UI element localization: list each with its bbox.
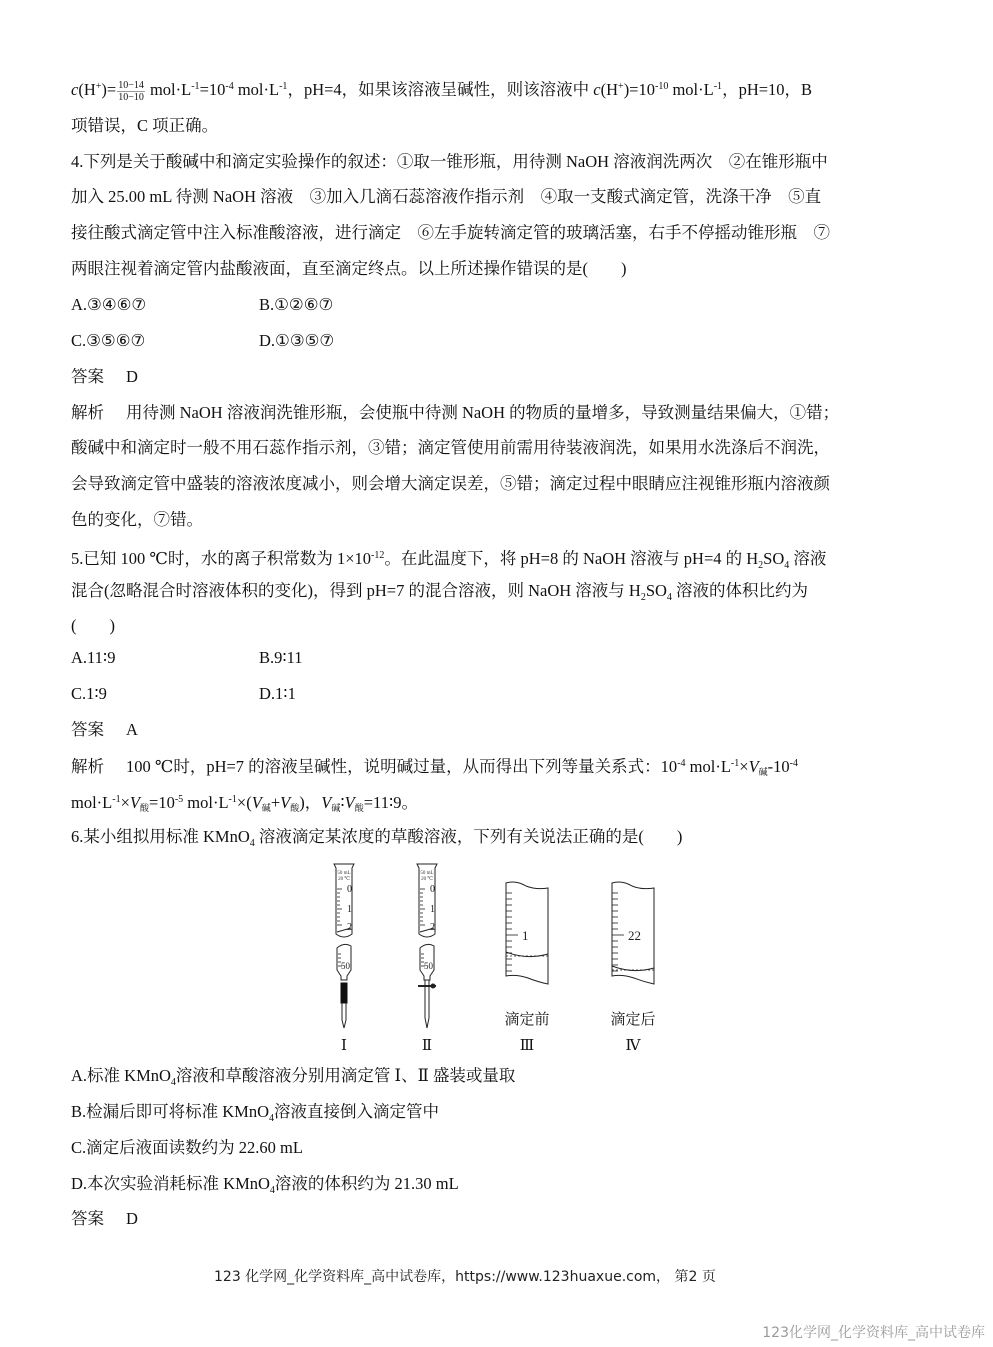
text: V — [129, 793, 140, 812]
fraction-denominator: 10−10 — [118, 91, 144, 103]
text: B.检漏后即可将标准 KMnO — [71, 1102, 270, 1121]
caption-before: 滴定前 — [504, 1012, 550, 1028]
superscript: -1 — [713, 81, 723, 92]
text: V — [251, 793, 262, 812]
q5-stem-line-3: ( ) — [71, 616, 115, 635]
text: 溶液的体积比约为 — [671, 581, 809, 600]
superscript: -1 — [279, 81, 288, 92]
burette-ii-mark-0: 0 — [430, 884, 435, 895]
q6-option-c: C.滴定后液面读数约为 22.60 mL — [71, 1138, 303, 1157]
subscript: 碱 — [758, 767, 768, 777]
q5-stem-line-2 — [71, 580, 808, 609]
text: × — [739, 757, 749, 776]
fraction-numerator: 10−14 — [118, 79, 144, 91]
superscript: -1 — [191, 81, 200, 92]
q6-stem — [71, 826, 682, 855]
q5-answer — [71, 719, 138, 741]
q4-analysis-line-3: 会导致滴定管中盛装的溶液浓度减小，则会增大滴定误差，⑤错；滴定过程中眼睛应注视锥形瓶内溶液颜 — [71, 474, 830, 493]
text: )= — [101, 80, 117, 99]
text: c — [593, 80, 601, 99]
answer-label: 答案 — [71, 720, 104, 739]
q5-option-d: D.1∶1 — [259, 684, 296, 703]
text: mol·L — [668, 80, 714, 99]
subscript: 4 — [784, 560, 790, 571]
q4-stem-line-2: 加入 25.00 mL 待测 NaOH 溶液 ③加入几滴石蕊溶液作指示剂 ④取一支酸式滴定管，洗涤干净 ⑤直 — [71, 187, 822, 206]
superscript: -1 — [730, 758, 740, 769]
subscript: 4 — [269, 1185, 275, 1196]
text: (H — [600, 80, 619, 99]
subscript: 酸 — [290, 803, 300, 813]
text: mol·L — [71, 793, 113, 812]
q4-option-c: C.③⑤⑥⑦ — [71, 331, 146, 350]
burette-i-mark-50: 50 — [341, 961, 350, 971]
superscript: -5 — [174, 794, 184, 805]
text: mol·L — [183, 793, 229, 812]
fraction — [117, 80, 145, 103]
text: D.本次实验消耗标准 KMnO — [71, 1174, 270, 1193]
burette-ii-temperature: 20 ℃ — [421, 877, 433, 882]
label-i: Ⅰ — [341, 1038, 347, 1054]
superscript: -12 — [371, 550, 385, 561]
watermark: 123化学网_化学资料库_高中试卷库 — [762, 1325, 985, 1341]
q5-stem-line-1 — [71, 545, 826, 577]
subscript: 4 — [269, 1113, 275, 1124]
page-footer: 123 化学网_化学资料库_高中试卷库，https://www.123huaxue.com， 第2 页 — [214, 1269, 716, 1285]
subscript: 碱 — [261, 803, 271, 813]
q5-option-b: B.9∶11 — [259, 648, 303, 667]
text: 混合(忽略混合时溶液体积的变化)，得到 pH=7 的混合溶液，则 NaOH 溶液与 H — [71, 581, 641, 600]
q4-stem-line-3: 接往酸式滴定管中注入标准酸溶液，进行滴定 ⑥左手旋转滴定管的玻璃活塞，右手不停摇动锥形瓶 ⑦ — [71, 223, 830, 242]
text: 100 ℃时，pH=7 的溶液呈碱性，说明碱过量，从而得出下列等量关系式：10 — [126, 757, 678, 776]
text: A.标准 KMnO — [71, 1066, 171, 1085]
text: (H — [78, 80, 96, 99]
burette-i-mark-1: 1 — [347, 904, 352, 915]
text: -10 — [767, 757, 790, 776]
text: 溶液 — [789, 549, 827, 568]
subscript: 2 — [758, 560, 764, 571]
superscript: + — [618, 81, 624, 92]
text: 溶液和草酸溶液分别用滴定管 Ⅰ、Ⅱ 盛装或量取 — [175, 1066, 516, 1085]
q5-option-c: C.1∶9 — [71, 684, 107, 703]
text: )=10 — [623, 80, 655, 99]
subscript: 4 — [170, 1077, 176, 1088]
text: 溶液直接倒入滴定管中 — [274, 1102, 440, 1121]
analysis-label: 解析 — [71, 757, 104, 776]
text: V — [748, 757, 759, 776]
reading-before-mark: 1 — [522, 928, 529, 943]
text: SO — [645, 581, 667, 600]
text: SO — [763, 549, 785, 568]
subscript: 2 — [640, 592, 646, 603]
q5-analysis-line-2 — [71, 789, 418, 819]
text: =10 — [149, 793, 175, 812]
q5-analysis-line-1 — [71, 753, 798, 783]
burette-ii-capacity: 50 mL — [420, 871, 434, 876]
q6-answer — [71, 1208, 138, 1230]
superscript: -4 — [789, 758, 799, 769]
text: 。在此温度下，将 pH=8 的 NaOH 溶液与 pH=4 的 H — [384, 549, 759, 568]
text: mol·L — [233, 80, 280, 99]
subscript: 4 — [249, 838, 255, 849]
text: )， — [299, 793, 322, 812]
q4-option-d: D.①③⑤⑦ — [259, 331, 335, 350]
q4-answer — [71, 366, 138, 388]
burette-i-temperature: 20 ℃ — [338, 877, 350, 882]
answer-value: A — [126, 720, 138, 739]
text: V — [321, 793, 332, 812]
caption-after: 滴定后 — [610, 1012, 656, 1028]
burette-ii-mark-2: 2 — [430, 922, 435, 933]
prev-explanation-line-1 — [71, 76, 812, 103]
text: 用待测 NaOH 溶液润洗锥形瓶，会使瓶中待测 NaOH 的物质的量增多，导致测量结果偏大，①错； — [126, 403, 840, 422]
q6-option-b — [71, 1101, 439, 1130]
text: ×( — [236, 793, 252, 812]
q4-analysis-line-1 — [71, 402, 839, 424]
q4-analysis-line-4: 色的变化，⑦错。 — [71, 510, 203, 529]
superscript: -1 — [228, 794, 237, 805]
q6-option-a — [71, 1065, 515, 1094]
text: ∶ — [340, 793, 345, 812]
text: × — [120, 793, 130, 812]
text: 溶液的体积约为 21.30 mL — [274, 1174, 459, 1193]
superscript: -4 — [677, 758, 686, 769]
text: =11∶9。 — [363, 793, 418, 812]
reading-after-mark: 22 — [628, 928, 641, 943]
burette-ii-mark-50: 50 — [424, 961, 433, 971]
q4-stem-line-1: 4.下列是关于酸碱中和滴定实验操作的叙述：①取一锥形瓶，用待测 NaOH 溶液润洗两次 ②在锥形瓶中 — [71, 152, 828, 171]
superscript: -10 — [655, 81, 669, 92]
subscript: 酸 — [140, 803, 150, 813]
q4-stem-line-4: 两眼注视着滴定管内盐酸液面，直至滴定终点。以上所述操作错误的是( ) — [71, 259, 627, 278]
text: V — [344, 793, 355, 812]
superscript: + — [95, 81, 102, 92]
text: =10 — [199, 80, 226, 99]
q5-option-a: A.11∶9 — [71, 648, 116, 667]
subscript: 酸 — [354, 803, 364, 813]
q4-analysis-line-2: 酸碱中和滴定时一般不用石蕊作指示剂，③错；滴定管使用前需用待装液润洗，如果用水洗涤后不润洗， — [71, 438, 830, 457]
subscript: 碱 — [331, 803, 341, 813]
text: + — [270, 793, 281, 812]
text: V — [280, 793, 291, 812]
burette-figure — [320, 858, 680, 1058]
answer-value: D — [126, 367, 138, 386]
analysis-label: 解析 — [71, 403, 104, 422]
label-iv: Ⅳ — [625, 1038, 641, 1054]
burette-ii-mark-1: 1 — [430, 904, 435, 915]
text: mol·L — [145, 80, 192, 99]
burette-i-mark-0: 0 — [347, 884, 352, 895]
answer-value: D — [126, 1209, 138, 1228]
text: ，pH=4，如果该溶液呈碱性，则该溶液中 — [287, 80, 594, 99]
q4-option-a: A.③④⑥⑦ — [71, 295, 147, 314]
label-ii: Ⅱ — [421, 1038, 433, 1054]
prev-explanation-line-2: 项错误，C 项正确。 — [71, 116, 219, 135]
text: 溶液滴定某浓度的草酸溶液，下列有关说法正确的是( ) — [254, 827, 683, 846]
label-iii: Ⅲ — [519, 1038, 535, 1054]
text: c — [71, 80, 79, 99]
text: 6.某小组拟用标准 KMnO — [71, 827, 250, 846]
answer-label: 答案 — [71, 367, 104, 386]
text: 5.已知 100 ℃时，水的离子积常数为 1×10 — [71, 549, 372, 568]
text: mol·L — [685, 757, 731, 776]
q6-option-d — [71, 1173, 459, 1202]
superscript: -4 — [225, 81, 234, 92]
text: ，pH=10，B — [722, 80, 813, 99]
subscript: 4 — [666, 592, 672, 603]
q4-option-b: B.①②⑥⑦ — [259, 295, 334, 314]
superscript: -1 — [112, 794, 121, 805]
burette-i-mark-2: 2 — [347, 922, 352, 933]
burette-i-capacity: 50 mL — [337, 871, 351, 876]
answer-label: 答案 — [71, 1209, 104, 1228]
